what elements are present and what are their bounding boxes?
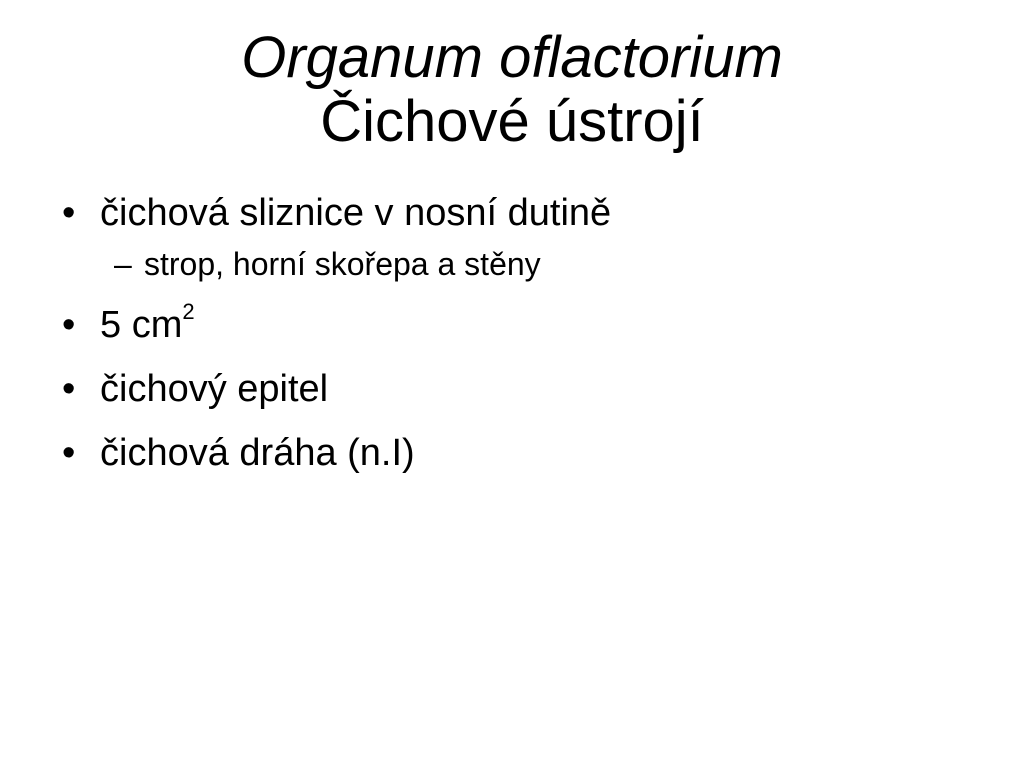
- title-latin: Organum oflactorium: [241, 25, 783, 90]
- bullet-item-epithelium: [56, 366, 956, 412]
- bullet-text: čichová dráha (n.I): [100, 432, 415, 474]
- superscript: 2: [182, 299, 195, 324]
- bullet-item-nasal-mucosa: [56, 190, 956, 236]
- bullet-marker: •: [62, 304, 76, 346]
- sub-bullet-item-location: [56, 244, 956, 284]
- bullet-item-area: [56, 299, 956, 348]
- title-czech: Čichové ústrojí: [320, 89, 704, 154]
- bullet-marker: •: [62, 432, 76, 474]
- bullet-text: čichový epitel: [100, 368, 329, 410]
- slide-title: [0, 26, 1024, 154]
- bullet-item-pathway: [56, 430, 956, 476]
- bullet-marker: •: [62, 192, 76, 234]
- sub-bullet-text: strop, horní skořepa a stěny: [144, 246, 541, 282]
- bullet-text: 5 cm: [100, 304, 183, 346]
- bullet-text: čichová sliznice v nosní dutině: [100, 192, 612, 234]
- bullet-list: [56, 190, 956, 476]
- bullet-marker: •: [62, 368, 76, 410]
- sub-bullet-marker: –: [114, 246, 132, 282]
